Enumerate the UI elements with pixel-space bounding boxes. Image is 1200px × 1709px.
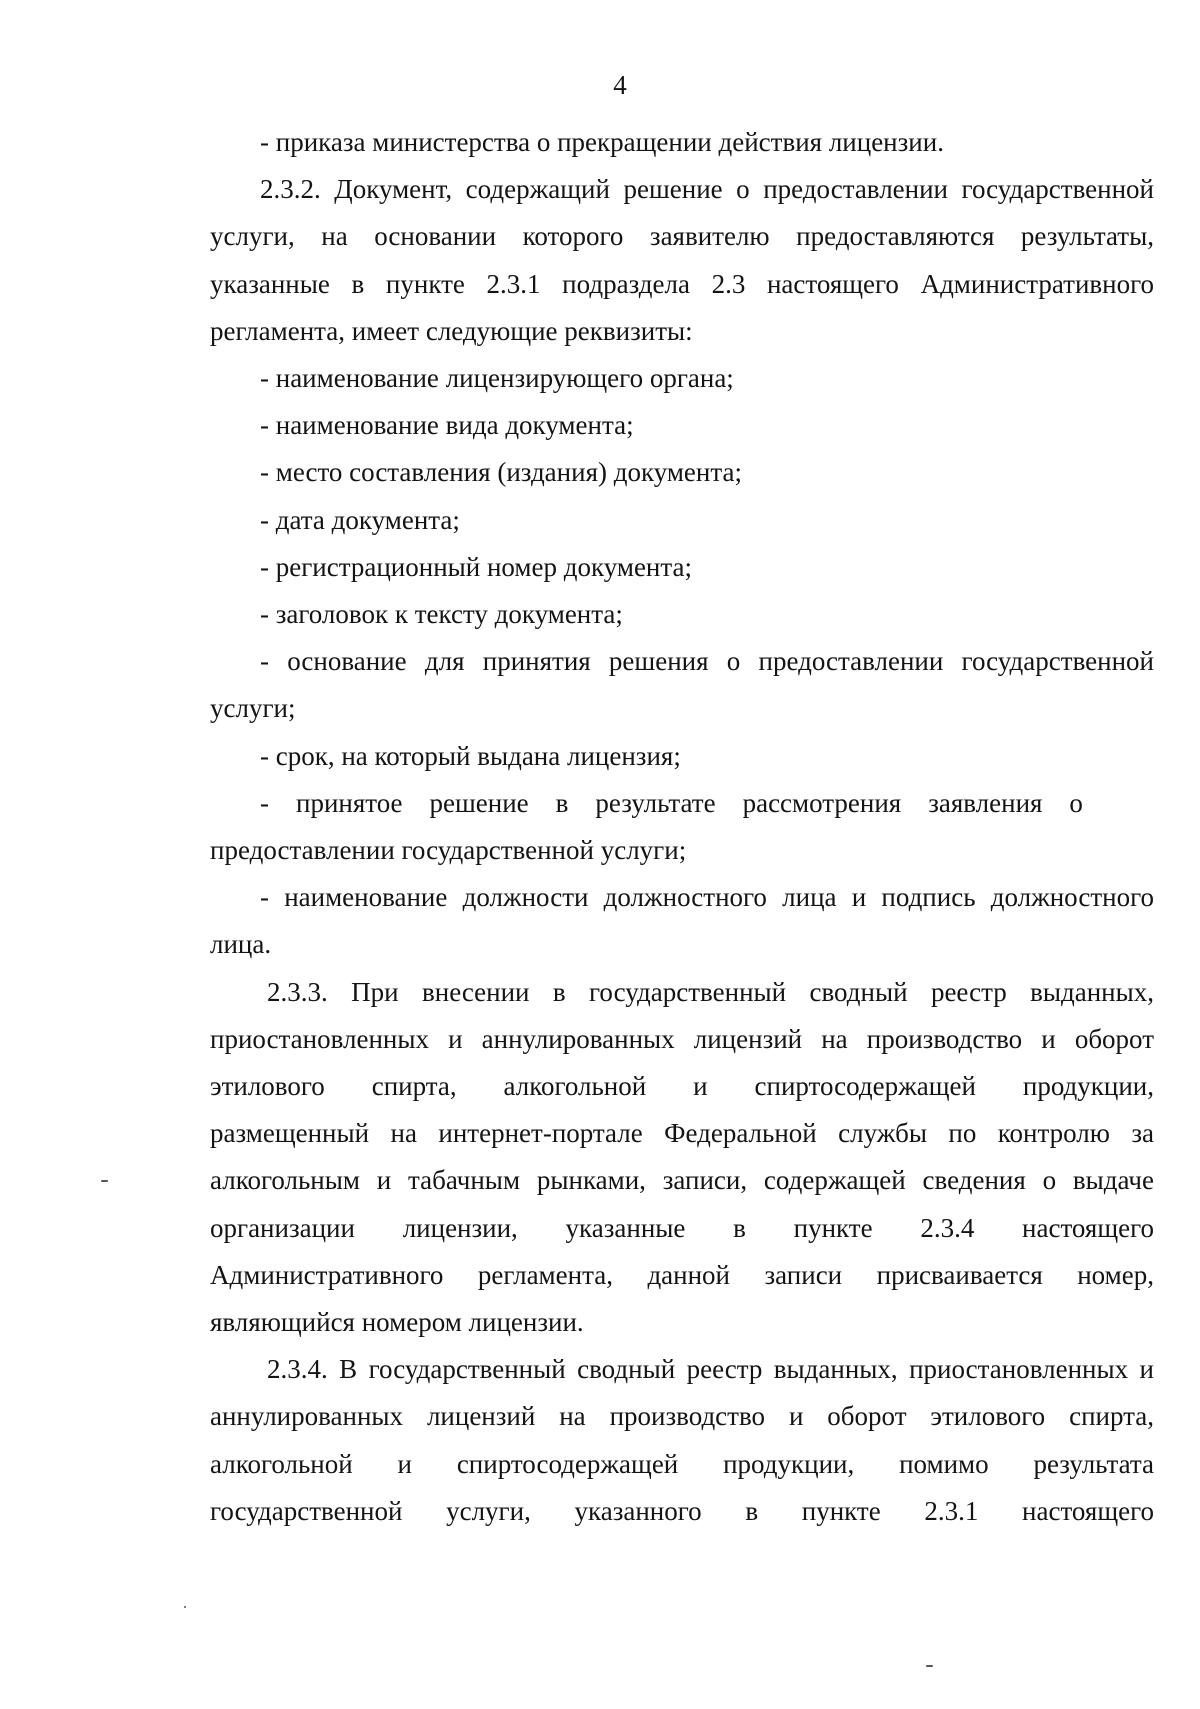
text-line: аннулированных лицензий на производство и оборот этилового спирта,	[210, 1401, 1154, 1432]
scan-speck	[926, 1665, 933, 1667]
list-item: - наименование должности должностного лица и подпись должностного	[260, 882, 1154, 913]
list-item: - место составления (издания) документа;	[260, 457, 742, 488]
text-line: этилового спирта, алкогольной и спиртосодержащей продукции,	[210, 1071, 1154, 1102]
page-number: 4	[613, 70, 627, 100]
text-line: Административного регламента, данной записи присваивается номер,	[210, 1259, 1154, 1290]
text-line: лица.	[210, 929, 272, 960]
document-body	[210, 119, 1154, 1535]
text-line: 2.3.3. При внесении в государственный сводный реестр выданных,	[267, 976, 1154, 1007]
list-item: - основание для принятия решения о предоставлении государственной	[260, 646, 1154, 677]
list-item: - наименование вида документа;	[260, 410, 634, 441]
scan-speck	[101, 1180, 108, 1182]
text-line: указанные в пункте 2.3.1 подраздела 2.3 настоящего Административного	[210, 268, 1154, 299]
text-line: алкогольной и спиртосодержащей продукции, помимо результата	[210, 1448, 1154, 1479]
list-item: - принятое решение в результате рассмотрения заявления о	[260, 787, 1083, 818]
text-line: услуги;	[210, 693, 296, 724]
text-line: предоставлении государственной услуги;	[210, 835, 687, 866]
text-line: являющийся номером лицензии.	[210, 1307, 584, 1338]
list-item: - срок, на который выдана лицензия;	[260, 740, 681, 771]
text-line: 2.3.2. Документ, содержащий решение о предоставлении государственной	[260, 174, 1154, 205]
text-line: организации лицензии, указанные в пункте 2.3.4 настоящего	[210, 1212, 1154, 1243]
text-line: алкогольным и табачным рынками, записи, содержащей сведения о выдаче	[210, 1165, 1154, 1196]
text-line: размещенный на интернет-портале Федеральной службы по контролю за	[210, 1118, 1154, 1149]
list-item: - наименование лицензирующего органа;	[260, 363, 734, 394]
list-item: - регистрационный номер документа;	[260, 551, 692, 582]
scan-speck	[184, 1606, 186, 1608]
text-line: 2.3.4. В государственный сводный реестр выданных, приостановленных и	[267, 1354, 1154, 1385]
text-line: - приказа министерства о прекращении действия лицензии.	[260, 127, 944, 157]
text-line: регламента, имеет следующие реквизиты:	[210, 315, 693, 346]
text-line: приостановленных и аннулированных лицензий на производство и оборот	[210, 1023, 1154, 1054]
text-line: государственной услуги, указанного в пункте 2.3.1 настоящего	[210, 1495, 1154, 1526]
list-item: - заголовок к тексту документа;	[260, 599, 623, 630]
list-item: - дата документа;	[260, 504, 460, 535]
text-line: услуги, на основании которого заявителю предоставляются результаты,	[210, 221, 1154, 252]
